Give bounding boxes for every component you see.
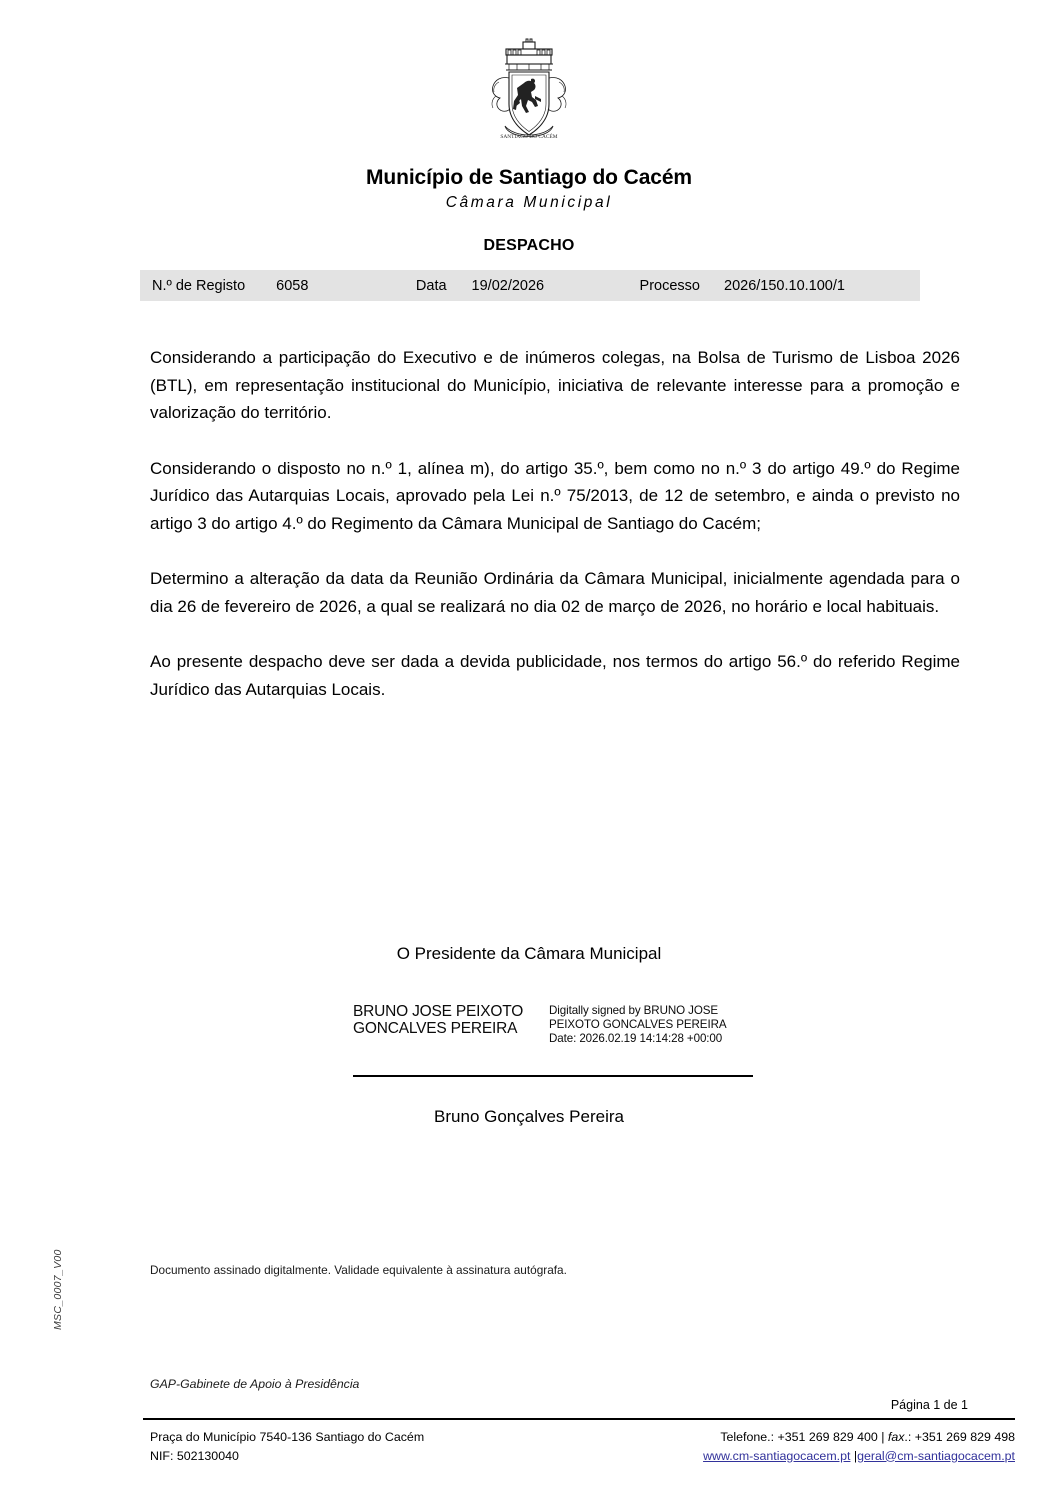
registry-date-value: 19/02/2026	[471, 277, 545, 294]
registry-band	[140, 270, 920, 301]
footer-address	[150, 1428, 424, 1465]
footer-divider	[143, 1418, 1015, 1420]
signature-metadata	[549, 1003, 753, 1046]
crest-ribbon-label: SANTIAGO DO CACÉM	[500, 134, 558, 140]
signatory-printed-name: Bruno Gonçalves Pereira	[434, 1107, 624, 1126]
registry-date-label: Data	[415, 277, 447, 294]
footer-contacts	[703, 1428, 1015, 1465]
footer-address-line-2: NIF: 502130040	[150, 1448, 239, 1463]
page-title: DESPACHO	[483, 237, 575, 254]
signature-line	[353, 1075, 753, 1077]
document-form-code: MSC_0007_V00	[52, 1249, 64, 1330]
issuing-department: GAP-Gabinete de Apoio à Presidência	[150, 1377, 360, 1391]
body-paragraph: Considerando a participação do Executivo e de inúmeros colegas, na Bolsa de Turismo de Lisboa 2026 (BTL), em representação institucional do Município, iniciativa de relevante interesse para a promoção e valorização do território.	[150, 348, 960, 423]
footer-fax-label: fax	[887, 1430, 905, 1444]
body-paragraph: Considerando o disposto no n.º 1, alínea m), do artigo 35.º, bem como no n.º 3 do artigo 49.º do Regime Jurídico das Autarquias Locais, aprovado pela Lei n.º 75/2013, de 12 de setembro, e ainda o previsto no artigo 3 do artigo 4.º do Regimento da Câmara Municipal de Santiago do Cacém;	[150, 458, 960, 533]
digital-signature-stamp	[353, 1003, 753, 1046]
footer-phone: Telefone.: +351 269 829 400 |	[720, 1430, 888, 1444]
email-link[interactable]: geral@cm-santiagocacem.pt	[857, 1448, 1015, 1463]
website-link[interactable]: www.cm-santiagocacem.pt	[703, 1448, 851, 1463]
footer-phone-row	[703, 1428, 1015, 1447]
signature-common-name: BRUNO JOSE PEIXOTO GONCALVES PEREIRA	[353, 1003, 524, 1038]
organization-subtitle: Câmara Municipal	[445, 194, 613, 211]
letterhead	[0, 38, 1058, 212]
registry-process-label: Processo	[639, 277, 700, 294]
page-number: Página 1 de 1	[890, 1398, 968, 1412]
registry-number-label: N.º de Registo	[152, 277, 246, 294]
footer-link-row	[703, 1447, 1015, 1466]
registry-number-value: 6058	[276, 277, 309, 294]
footer-link-separator: |	[850, 1448, 858, 1463]
organization-name: Município de Santiago do Cacém	[365, 166, 693, 189]
digital-signature-note: Documento assinado digitalmente. Validade equivalente à assinatura autógrafa.	[150, 1263, 567, 1277]
footer-fax-number: .: +351 269 829 498	[904, 1430, 1015, 1444]
coat-of-arms-icon	[479, 38, 579, 150]
registry-process-value: 2026/150.10.100/1	[724, 277, 845, 294]
signature-date: Date: 2026.02.19 14:14:28 +00:00	[549, 1031, 723, 1045]
signatory-role: O Presidente da Câmara Municipal	[396, 944, 662, 963]
body-paragraph: Determino a alteração da data da Reunião Ordinária da Câmara Municipal, inicialmente agendada para o dia 26 de fevereiro de 2026, a qual se realizará no dia 02 de março de 2026, no horário e local habituais.	[150, 569, 960, 616]
footer-address-line-1: Praça do Município 7540-136 Santiago do Cacém	[150, 1430, 425, 1444]
footer	[150, 1428, 1015, 1465]
body-paragraph: Ao presente despacho deve ser dada a devida publicidade, nos termos do artigo 56.º do referido Regime Jurídico das Autarquias Locais.	[150, 652, 960, 699]
signature-signed-by: Digitally signed by BRUNO JOSE PEIXOTO GONCALVES PEREIRA	[549, 1004, 727, 1031]
document-body	[150, 344, 960, 703]
